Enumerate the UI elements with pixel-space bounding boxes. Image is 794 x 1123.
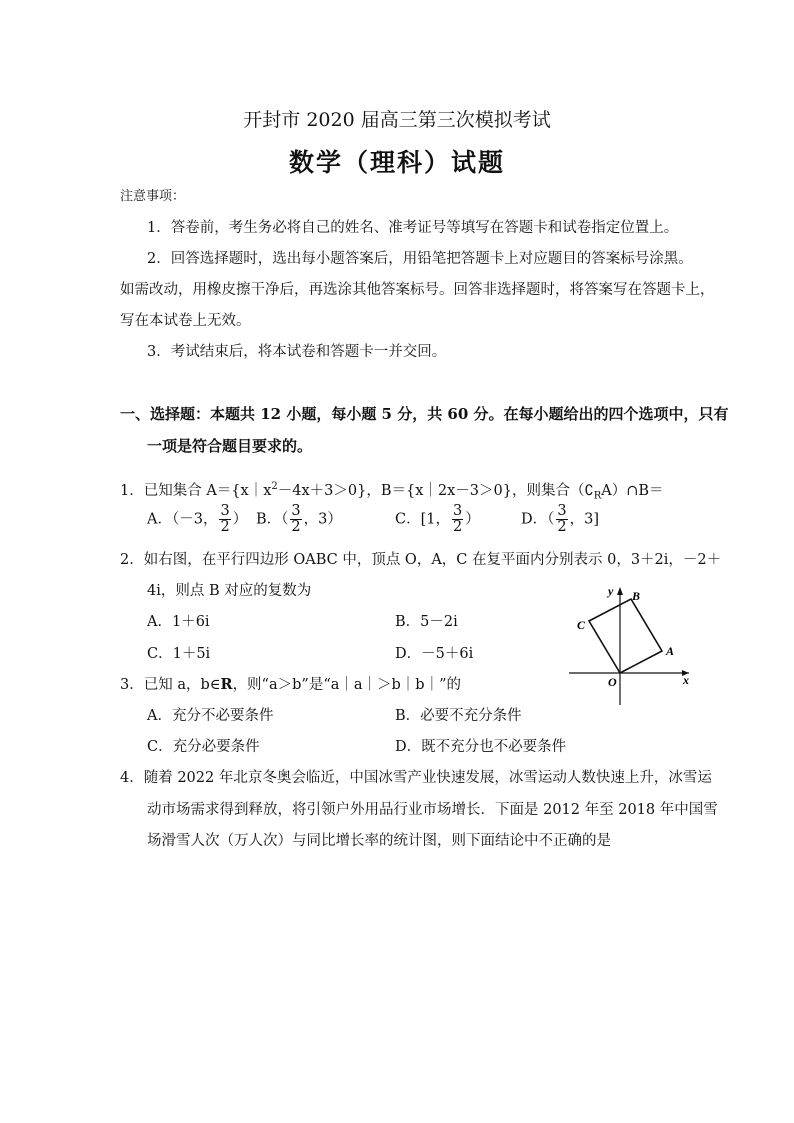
- notice-item-2-line-2: 如需改动，用橡皮擦干净后，再选涂其他答案标号。回答非选择题时，将答案写在答题卡上，: [120, 282, 715, 298]
- notice-item-1: 1．答卷前，考生务必将自己的姓名、准考证号等填写在答题卡和试卷指定位置上。: [147, 220, 679, 236]
- notice-item-2-line-3: 写在本试卷上无效。: [120, 313, 251, 329]
- q3-option-b: B．必要不充分条件: [395, 708, 522, 724]
- label-o: O: [608, 675, 617, 689]
- y-axis-arrow: [617, 587, 623, 595]
- exam-subtitle: 数学（理科）试题: [288, 148, 505, 177]
- q1-option-a: A．（－3， $\frac{3}{2}$ ）: [147, 503, 248, 535]
- notice-heading: 注意事项：: [120, 189, 186, 204]
- q2-option-d: D．－5＋6i: [395, 646, 474, 662]
- exam-title: 开封市 2020 届高三第三次模拟考试: [243, 109, 551, 131]
- q3-stem: 3．已知 a，b∈R，则“a＞b”是“a｜a｜＞b｜b｜”的: [120, 676, 461, 693]
- label-b: B: [632, 589, 641, 603]
- parallelogram-oabc: [589, 599, 662, 673]
- q4-stem-line-1: 4．随着 2022 年北京冬奥会临近，中国冰雪产业快速发展，冰雪运动人数快速上升，冰雪运: [120, 770, 712, 786]
- q2-stem-line-1: 2．如右图，在平行四边形 OABC 中，顶点 O，A，C 在复平面内分别表示 0，3＋2i，－2＋: [120, 552, 722, 568]
- notice-item-2-line-1: 2．回答选择题时，选出每小题答案后，用铅笔把答题卡上对应题目的答案标号涂黑。: [147, 251, 693, 267]
- q1-option-c: C．[1， $\frac{3}{2}$ ）: [395, 503, 480, 535]
- section-1-heading-line-2: 一项是符合题目要求的。: [147, 437, 313, 455]
- q1-option-d: D．（ $\frac{3}{2}$ ，3]: [521, 503, 600, 535]
- label-a: A: [666, 644, 675, 658]
- notice-item-3: 3．考试结束后，将本试卷和答题卡一并交回。: [147, 344, 447, 360]
- q2-stem-line-2: 4i，则点 B 对应的复数为: [147, 583, 312, 599]
- q1-stem: 1．已知集合 $A=\{x|x^2-4x+3>0\}$，B＝{x｜2x－3＞0}，则集合$(∁_RA)\cap B=$: [120, 481, 664, 502]
- label-c: C: [577, 618, 586, 632]
- q3-option-d: D．既不充分也不必要条件: [395, 739, 567, 755]
- q2-option-a: A．1＋6i: [147, 614, 210, 630]
- q1-option-b: B．（ $\frac{3}{2}$ ，3）: [256, 503, 342, 535]
- parallelogram-figure: [565, 585, 695, 715]
- q4-stem-line-3: 场滑雪人次（万人次）与同比增长率的统计图，则下面结论中不正确的是: [147, 833, 611, 849]
- q2-option-b: B．5－2i: [395, 614, 458, 630]
- q3-option-c: C．充分必要条件: [147, 739, 260, 755]
- section-1-heading-line-1: 一、选择题：本题共 12 小题，每小题 5 分，共 60 分。在每小题给出的四个选项中，只有: [120, 405, 729, 423]
- q4-stem-line-2: 动市场需求得到释放，将引领户外用品行业市场增长．下面是 2012 年至 2018 年中国雪: [147, 802, 718, 818]
- q2-option-c: C．1＋5i: [147, 646, 211, 662]
- label-y: y: [608, 585, 614, 598]
- label-x: x: [683, 673, 689, 687]
- q3-option-a: A．充分不必要条件: [147, 708, 274, 724]
